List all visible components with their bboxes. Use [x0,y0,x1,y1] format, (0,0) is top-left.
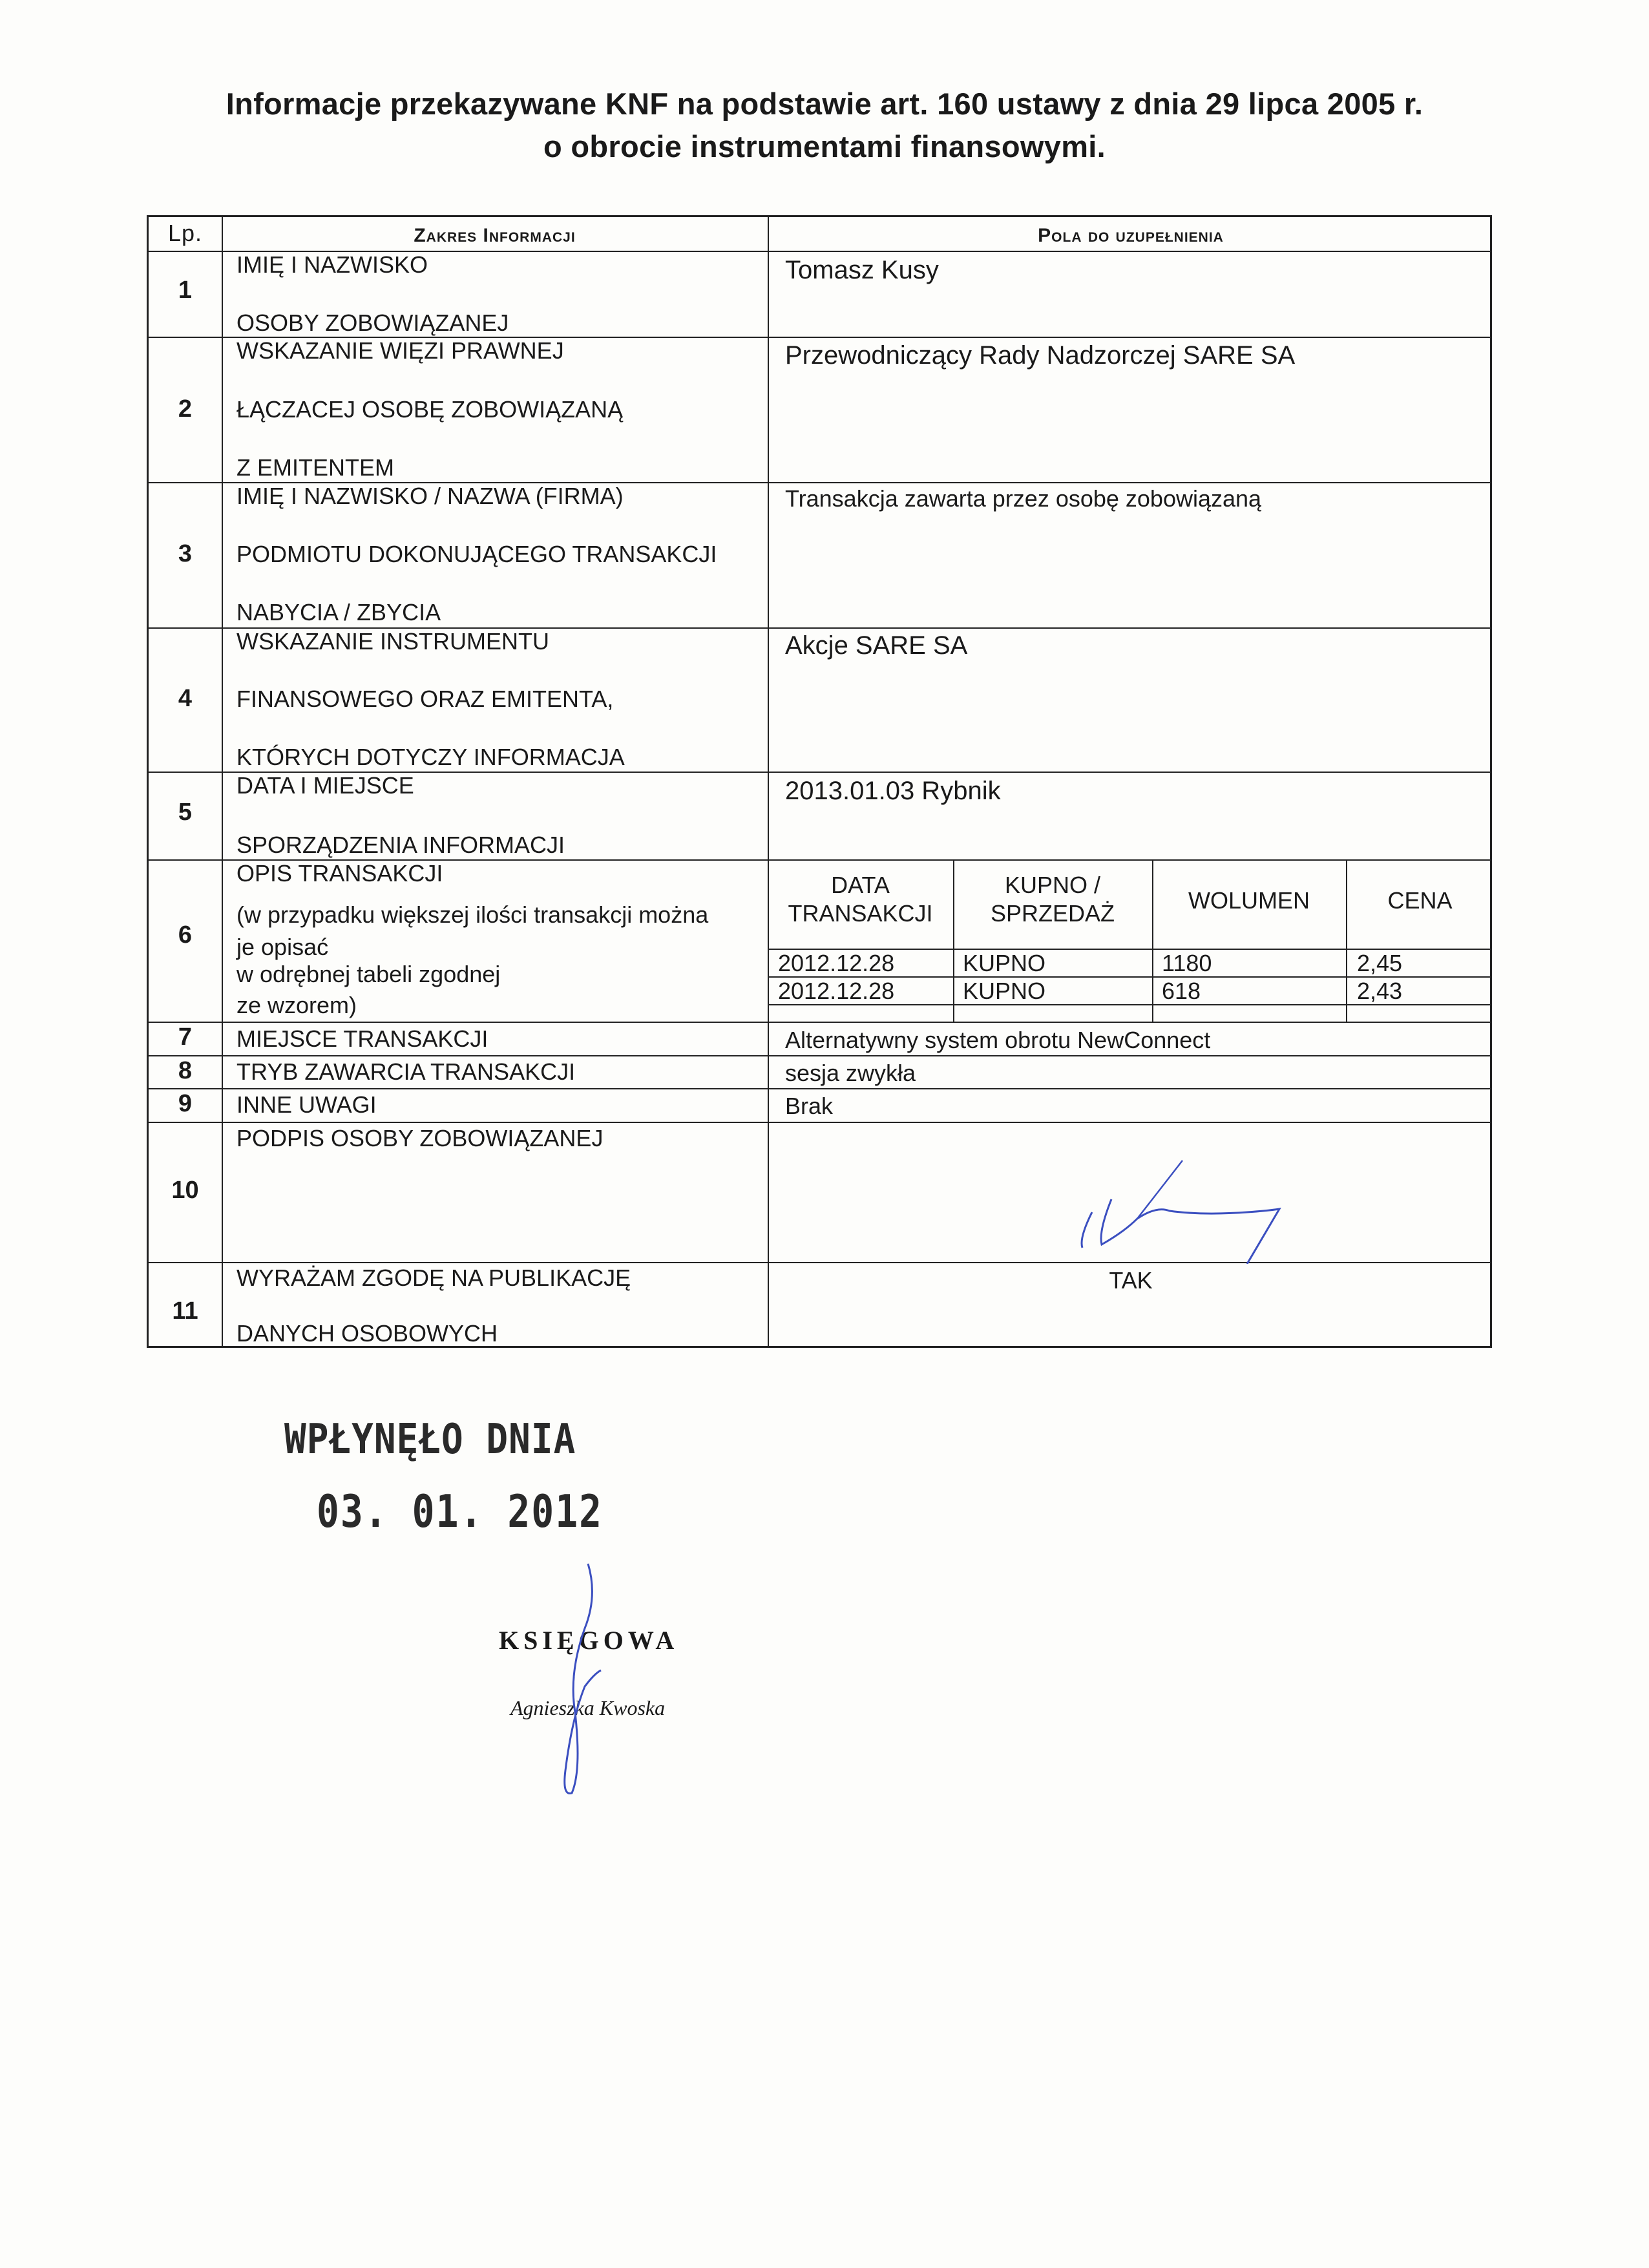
information-table [147,215,1492,1348]
row-label: Z EMITENTEM [236,454,394,481]
document-title [0,83,1649,168]
row-label: IMIĘ I NAZWISKO [236,251,428,278]
tx-cell-cena: 2,43 [1357,978,1403,1004]
title-line-2: o obrocie instrumentami finansowymi. [543,129,1106,163]
tx-header-cena: CENA [1387,887,1453,914]
row-value: Przewodniczący Rady Nadzorczej SARE SA [785,341,1296,370]
tx-cell-data: 2012.12.28 [778,950,895,976]
tx-header-data-line1: DATA [831,872,890,898]
row-number: 3 [178,540,193,567]
title-line-1: Informacje przekazywane KNF na podstawie art. 160 ustawy z dnia 29 lipca 2005 r. [226,87,1423,121]
row-number: 6 [178,921,193,949]
tx-cell-wolumen: 1180 [1162,950,1212,976]
row-label: PODPIS OSOBY ZOBOWIĄZANEJ [236,1125,604,1151]
tx-header-kupno-line2: SPRZEDAŻ [990,900,1115,927]
row-number: 4 [178,685,193,712]
row-value: Transakcja zawarta przez osobę zobowiązaną [785,485,1262,512]
tx-header-data-line2: TRANSAKCJI [788,900,933,927]
row-label: DANYCH OSOBOWYCH [236,1320,498,1347]
row-number: 7 [178,1024,193,1051]
row-divider [149,1122,1490,1123]
tx-cell-cena: 2,45 [1357,950,1403,976]
accountant-signature [549,1557,627,1803]
row-value: Brak [785,1093,834,1119]
tx-header-kupno-line1: KUPNO / [1004,872,1101,898]
row-label: FINANSOWEGO ORAZ EMITENTA, [236,686,614,712]
tx-header-data [768,871,953,928]
row-label: WSKAZANIE WIĘZI PRAWNEJ [236,337,564,364]
row-number: 2 [178,395,193,423]
row-value: 2013.01.03 Rybnik [785,777,1001,805]
row-number: 9 [178,1090,193,1117]
row-label: w odrębnej tabeli zgodnej [236,961,501,987]
row-label: NABYCIA / ZBYCIA [236,599,441,625]
row-label: KTÓRYCH DOTYCZY INFORMACJA [236,744,625,770]
row-label: WSKAZANIE INSTRUMENTU [236,628,550,655]
row-value: Tomasz Kusy [785,256,939,284]
row-label: OPIS TRANSAKCJI [236,860,443,887]
row-label: (w przypadku większej ilości transakcji można [236,901,709,928]
consent-value: TAK [1109,1267,1153,1294]
row-label: INNE UWAGI [236,1091,377,1118]
row-label: OSOBY ZOBOWIĄZANEJ [236,310,509,336]
row-value: Alternatywny system obrotu NewConnect [785,1027,1211,1053]
column-divider [1346,859,1347,1022]
row-label: IMIĘ I NAZWISKO / NAZWA (FIRMA) [236,483,624,509]
row-label: MIEJSCE TRANSAKCJI [236,1025,488,1052]
column-divider [768,217,769,1346]
row-label: WYRAŻAM ZGODĘ NA PUBLIKACJĘ [236,1265,631,1291]
header-lp: Lp. [167,220,203,246]
received-stamp-date: 03. 01. 2012 [317,1485,604,1538]
row-number: 11 [172,1297,198,1325]
row-label: PODMIOTU DOKONUJĄCEGO TRANSAKCJI [236,541,717,567]
row-number: 8 [178,1057,193,1084]
tx-cell-typ: KUPNO [963,978,1046,1004]
tx-cell-typ: KUPNO [963,950,1046,976]
received-stamp-label: WPŁYNĘŁO DNIA [284,1415,576,1464]
header-zakres: Zakres Informacji [414,225,576,246]
row-number: 10 [171,1177,199,1204]
handwritten-signature [1053,1135,1376,1264]
accountant-name: Agnieszka Kwoska [510,1696,666,1719]
column-divider [222,217,223,1346]
tx-cell-data: 2012.12.28 [778,978,895,1004]
row-label: ze wzorem) [236,992,357,1018]
row-value: Akcje SARE SA [785,631,968,660]
tx-header-kupno [953,871,1152,928]
row-label: DATA I MIEJSCE [236,772,414,799]
row-label: TRYB ZAWARCIA TRANSAKCJI [236,1058,576,1085]
row-label: SPORZĄDZENIA INFORMACJI [236,832,565,858]
header-pola: Pola do uzupełnienia [1038,225,1224,246]
row-divider [149,1022,1490,1023]
row-value: sesja zwykła [785,1060,916,1086]
accountant-title: KSIĘGOWA [499,1626,679,1655]
row-label: je opisać [236,934,329,960]
row-label: ŁĄCZACEJ OSOBĘ ZOBOWIĄZANĄ [236,396,624,423]
tx-header-wolumen: WOLUMEN [1188,887,1310,914]
row-number: 1 [178,277,193,304]
column-divider [1152,859,1153,1022]
row-number: 5 [178,799,193,826]
tx-cell-wolumen: 618 [1162,978,1201,1004]
